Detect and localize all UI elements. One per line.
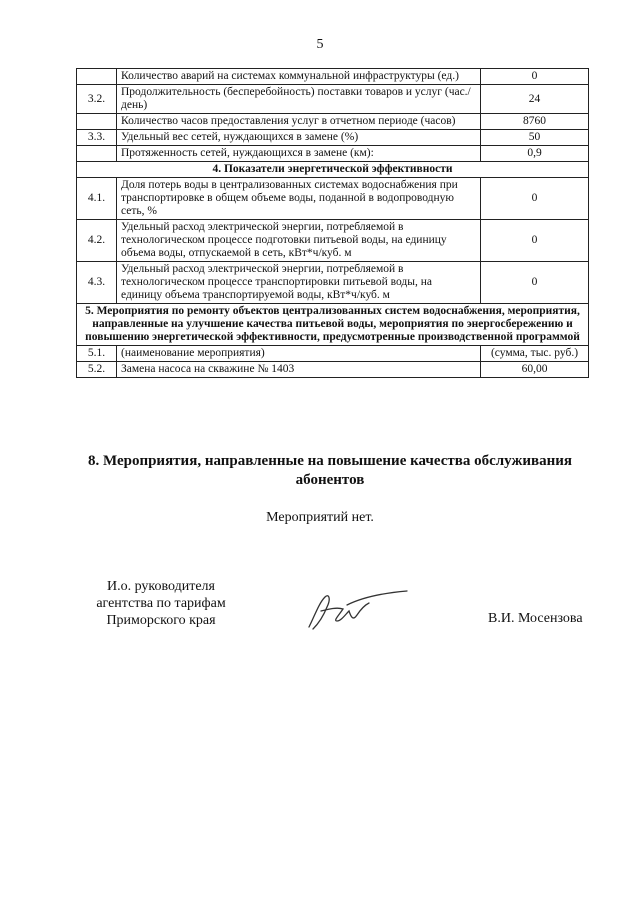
row-number: 4.3. [77, 262, 117, 304]
table-row [77, 346, 589, 362]
indicators-table [76, 68, 589, 378]
section-header: 5. Мероприятия по ремонту объектов централизованных систем водоснабжения, мероприятия, направленные на улучшение качества питьевой воды, мероприятия по энергосбережению и повышению энергетической эффективности, предусмотренные производственной программой [77, 304, 589, 346]
indicator-name: Протяженность сетей, нуждающихся в замене (км): [117, 146, 481, 162]
row-number: 3.3. [77, 130, 117, 146]
indicator-value: 8760 [481, 114, 589, 130]
section-8-text: Мероприятий нет. [266, 510, 374, 525]
section-header: 4. Показатели энергетической эффективности [77, 162, 589, 178]
indicator-value: 0 [481, 178, 589, 220]
row-number [77, 146, 117, 162]
signatory-position [76, 578, 246, 629]
table-row [77, 362, 589, 378]
indicator-name: Замена насоса на скважине № 1403 [117, 362, 481, 378]
indicator-value: 0 [481, 69, 589, 85]
indicator-name: Удельный вес сетей, нуждающихся в замене (%) [117, 130, 481, 146]
row-number [77, 69, 117, 85]
row-number [77, 114, 117, 130]
row-number: 4.2. [77, 220, 117, 262]
section-header-row [77, 304, 589, 346]
handwritten-signature [303, 585, 413, 635]
section-header-row [77, 162, 589, 178]
signatory-position-line: агентства по тарифам [96, 596, 226, 611]
indicator-name: Удельный расход электрической энергии, потребляемой в технологическом процессе подготовки питьевой воды, на единицу объема воды, отпускаемой в сеть, кВт*ч/куб. м [117, 220, 481, 262]
table-row [77, 69, 589, 85]
signatory-position-line: Приморского края [106, 613, 216, 628]
table-row [77, 85, 589, 114]
signatory-name: В.И. Мосензова [488, 611, 583, 626]
indicator-name: Количество часов предоставления услуг в отчетном периоде (часов) [117, 114, 481, 130]
indicator-name: Доля потерь воды в централизованных системах водоснабжения при транспортировке в общем объеме воды, поданной в водопроводную сеть, % [117, 178, 481, 220]
table-row [77, 114, 589, 130]
table-row [77, 130, 589, 146]
row-number: 5.2. [77, 362, 117, 378]
indicator-value: (сумма, тыс. руб.) [481, 346, 589, 362]
row-number: 5.1. [77, 346, 117, 362]
indicator-value: 50 [481, 130, 589, 146]
table-row [77, 262, 589, 304]
indicator-value: 24 [481, 85, 589, 114]
section-8-heading: 8. Мероприятия, направленные на повышение качества обслуживания абонентов [87, 453, 572, 488]
indicator-name: Количество аварий на системах коммунальной инфраструктуры (ед.) [117, 69, 481, 85]
indicator-value: 0 [481, 220, 589, 262]
indicator-value: 60,00 [481, 362, 589, 378]
indicator-value: 0,9 [481, 146, 589, 162]
table-row [77, 220, 589, 262]
row-number: 4.1. [77, 178, 117, 220]
indicator-name: Продолжительность (бесперебойность) поставки товаров и услуг (час./день) [117, 85, 481, 114]
indicator-name: Удельный расход электрической энергии, потребляемой в технологическом процессе транспортировки питьевой воды, на единицу объема транспортируемой воды, кВт*ч/куб. м [117, 262, 481, 304]
indicator-value: 0 [481, 262, 589, 304]
page-number: 5 [316, 37, 324, 52]
row-number: 3.2. [77, 85, 117, 114]
table-row [77, 178, 589, 220]
signatory-position-line: И.о. руководителя [106, 579, 215, 594]
indicator-name: (наименование мероприятия) [117, 346, 481, 362]
table-row [77, 146, 589, 162]
